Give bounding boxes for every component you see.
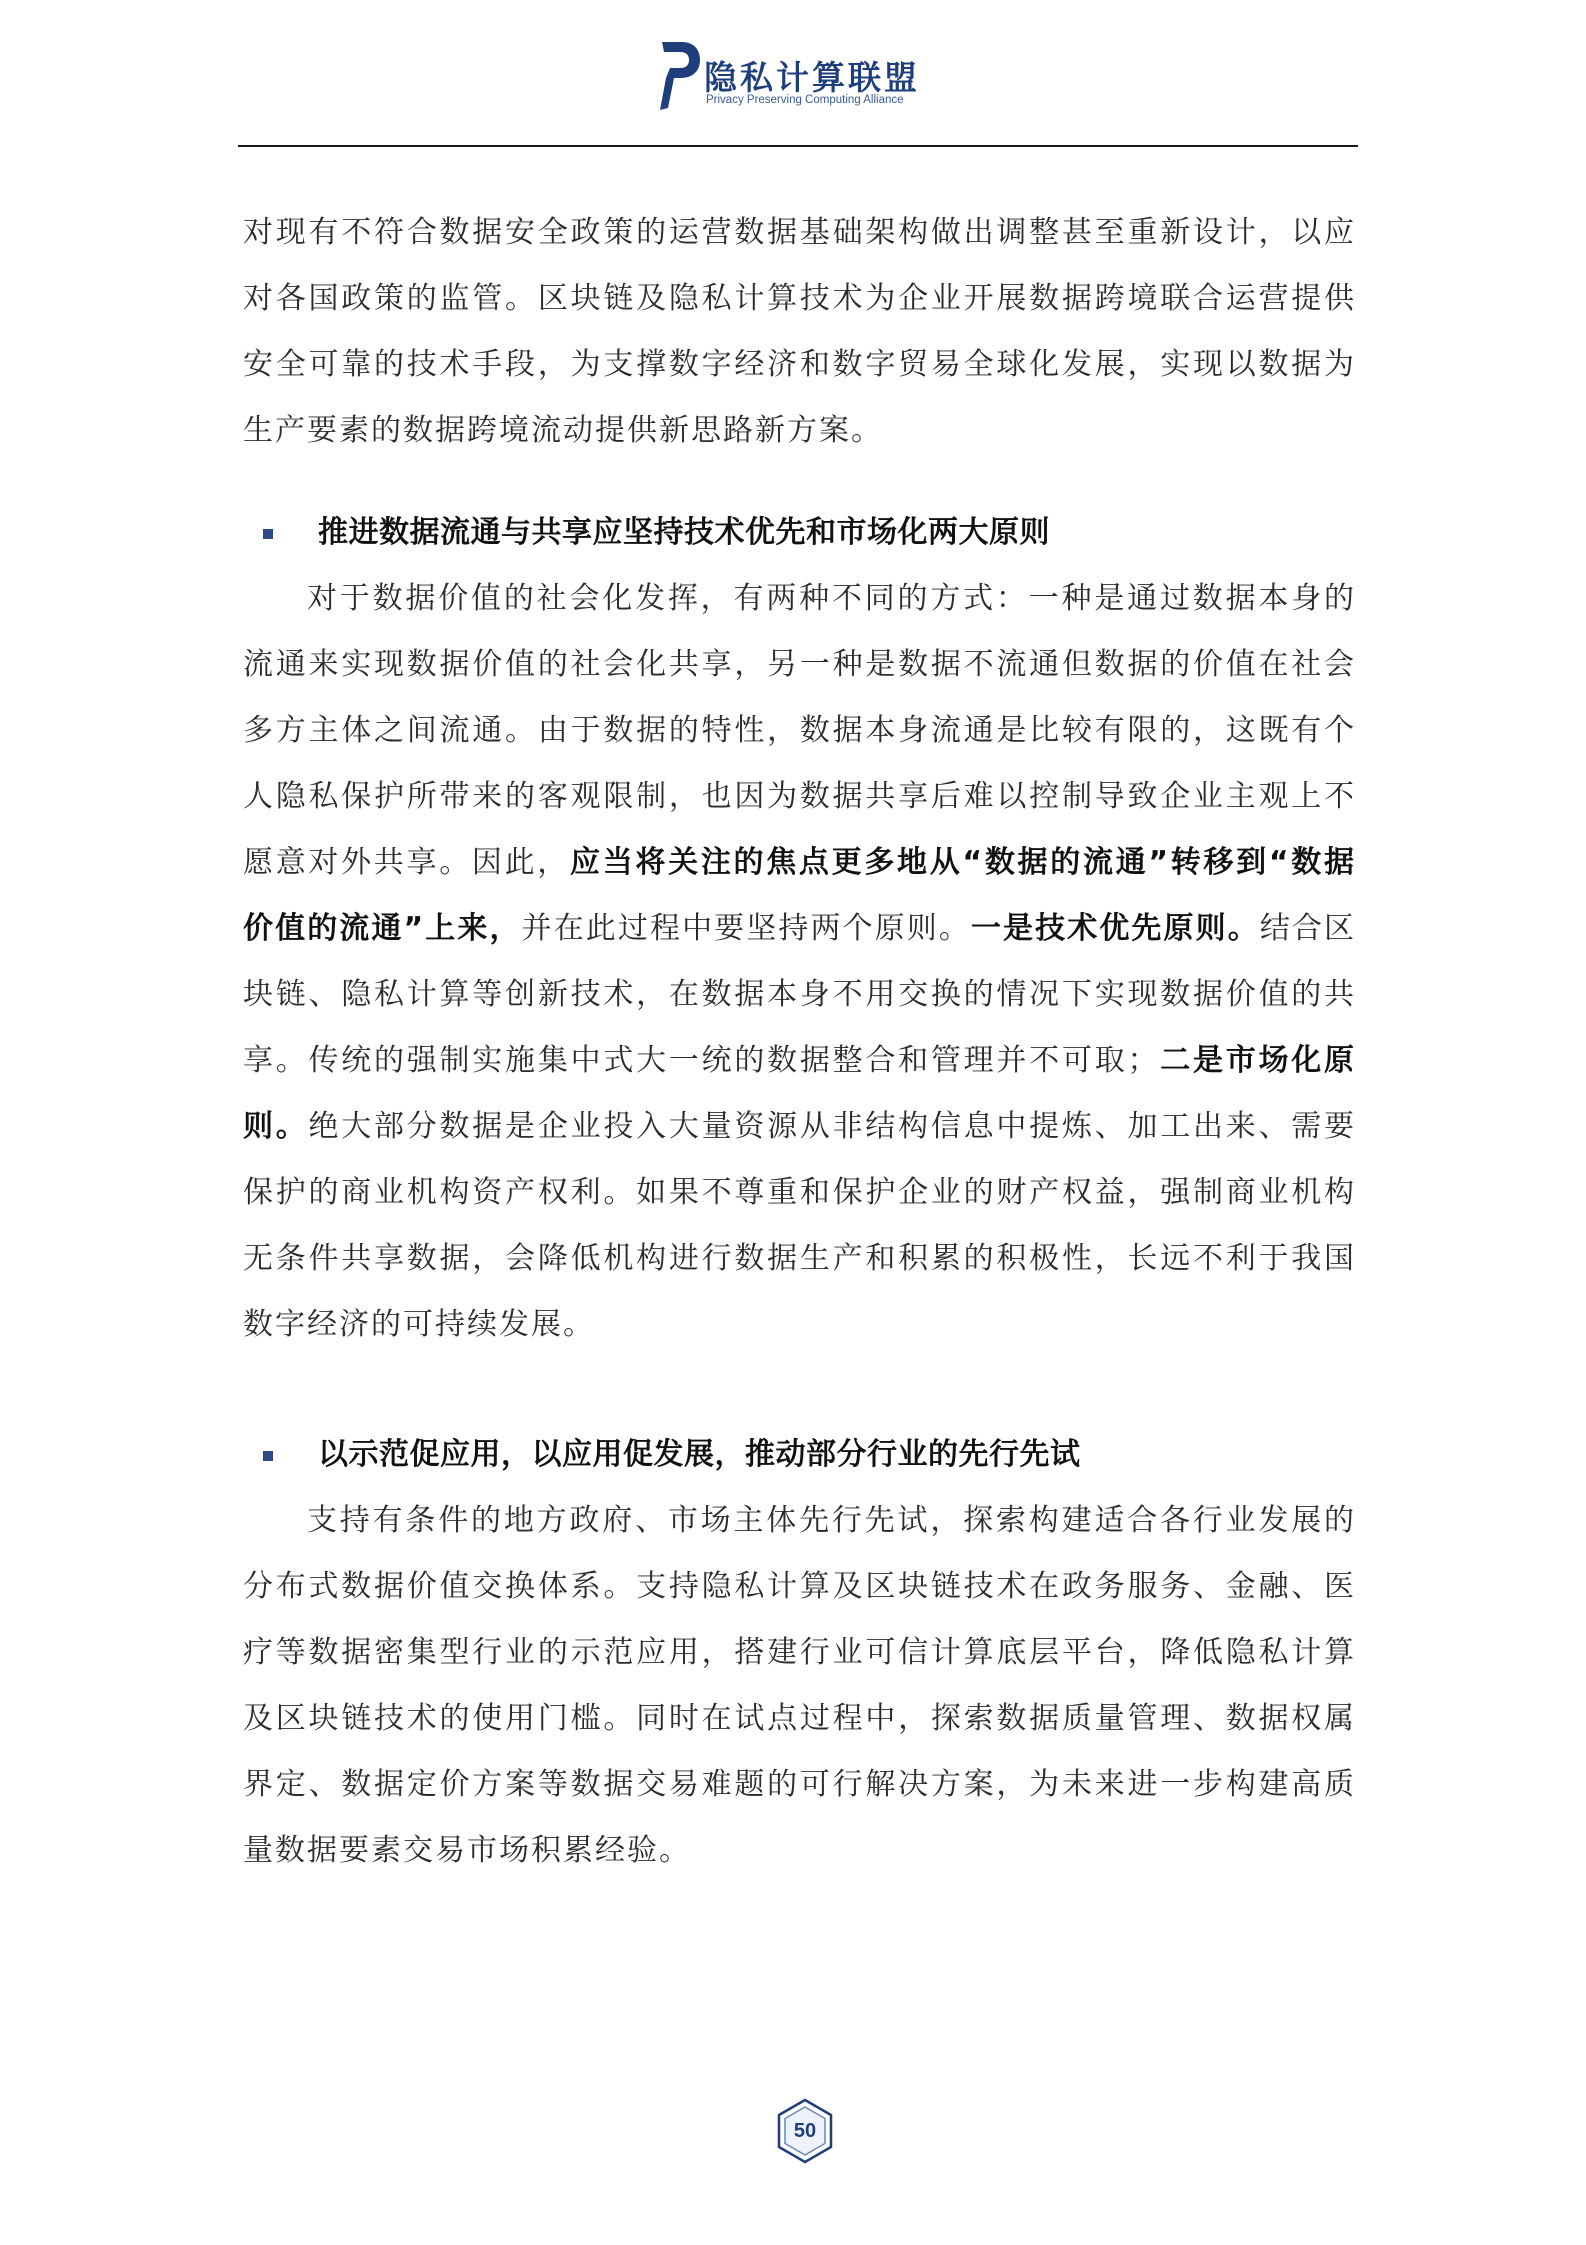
emphasis-text: 二是市场化原则。 bbox=[243, 1043, 1357, 1144]
intro-paragraph: 对现有不符合数据安全政策的运营数据基础架构做出调整甚至重新设计，以应对各国政策的监管。区块链及隐私计算技术为企业开展数据跨境联合运营提供安全可靠的技术手段，为支撑数字经济和数字贸易全球化发展，实现以数据为生产要素的数据跨境流动提供新思路新方案。 bbox=[243, 215, 1356, 448]
section-heading-text: 以示范促应用，以应用促发展，推动部分行业的先行先试 bbox=[318, 1437, 1081, 1472]
square-bullet-icon bbox=[263, 1451, 273, 1461]
section-heading-principles bbox=[243, 500, 1356, 566]
pilot-paragraph: 支持有条件的地方政府、市场主体先行先试，探索构建适合各行业发展的分布式数据价值交换体系。支持隐私计算及区块链技术在政务服务、金融、医疗等数据密集型行业的示范应用，搭建行业可信计算底层平台，降低隐私计算及区块链技术的使用门槛。同时在试点过程中，探索数据质量管理、数据权属界定、数据定价方案等数据交易难题的可行解决方案，为未来进一步构建高质量数据要素交易市场积累经验。 bbox=[243, 1503, 1356, 1868]
alliance-logo bbox=[656, 38, 956, 118]
page-number: 50 bbox=[793, 2120, 817, 2142]
section-heading-text: 推进数据流通与共享应坚持技术优先和市场化两大原则 bbox=[318, 515, 1050, 550]
logo-mark-icon bbox=[656, 38, 702, 112]
emphasis-text: 一是技术优先原则。 bbox=[970, 911, 1260, 946]
emphasis-text: 应当将关注的焦点更多地从“数据的流通”转移到“数据价值的流通”上来， bbox=[243, 845, 1356, 946]
text-run: 结合区块链、隐私计算等创新技术，在数据本身不用交换的情况下实现数据价值的共享。传统的强制实施集中式大一统的数据整合和管理并不可取； bbox=[243, 911, 1357, 1078]
section-heading-pilot bbox=[243, 1422, 1356, 1488]
logo-english-name: Privacy Preserving Computing Alliance bbox=[706, 94, 904, 106]
logo-chinese-name: 隐私计算联盟 bbox=[704, 58, 920, 97]
principles-paragraph bbox=[243, 566, 1356, 1358]
page-header bbox=[238, 0, 1358, 148]
square-bullet-icon bbox=[263, 529, 273, 539]
page-content bbox=[243, 200, 1356, 1884]
text-run: 并在此过程中要坚持两个原则。 bbox=[521, 911, 971, 946]
text-run: 对于数据价值的社会化发挥，有两种不同的方式：一种是通过数据本身的流通来实现数据价值的社会化共享，另一种是数据不流通但数据的价值在社会多方主体之间流通。由于数据的特性，数据本身流通是比较有限的，这既有个人隐私保护所带来的客观限制，也因为数据共享后难以控制导致企业主观上不愿意对外共享。因此， bbox=[243, 581, 1356, 880]
header-divider bbox=[238, 145, 1358, 147]
page-number-badge bbox=[776, 2098, 834, 2164]
text-run: 绝大部分数据是企业投入大量资源从非结构信息中提炼、加工出来、需要保护的商业机构资产权利。如果不尊重和保护企业的财产权益，强制商业机构无条件共享数据，会降低机构进行数据生产和积累的积极性，长远不利于我国数字经济的可持续发展。 bbox=[243, 1109, 1356, 1342]
